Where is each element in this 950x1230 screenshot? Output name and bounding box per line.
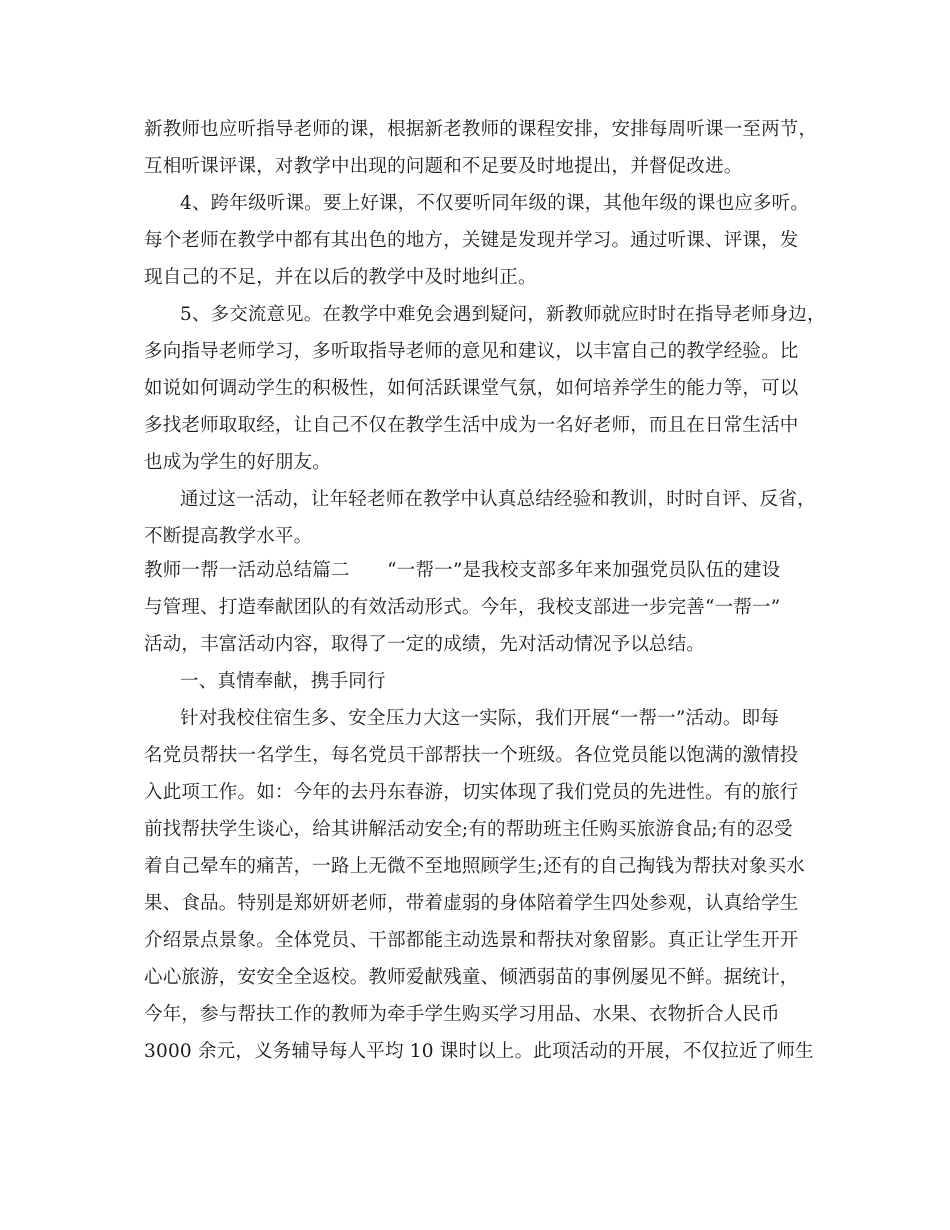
text-line: 名党员帮扶一名学生，每名党员干部帮扶一个班级。各位党员能以饱满的激情投 [144, 745, 799, 766]
text-line: 心心旅游，安安全全返校。教师爱献残童、倾洒弱苗的事例屡见不鲜。据统计， [144, 967, 799, 988]
text-line: 前找帮扶学生谈心，给其讲解活动安全;有的帮助班主任购买旅游食品;有的忍受 [144, 819, 793, 840]
text-line: 针对我校住宿生多、安全压力大这一实际，我们开展“一帮一”活动。即每 [180, 708, 780, 729]
subheading-line: 一、真情奉献，携手同行 [180, 671, 386, 692]
text-line: 如说如何调动学生的积极性，如何活跃课堂气氛，如何培养学生的能力等，可以 [144, 378, 799, 399]
section-heading-line: 教师一帮一活动总结篇二 “一帮一”是我校支部多年来加强党员队伍的建设 [144, 560, 781, 581]
text-line: 5、多交流意见。在教学中难免会遇到疑问，新教师就应时时在指导老师身边， [180, 304, 826, 325]
text-line: 现自己的不足，并在以后的教学中及时地纠正。 [144, 267, 537, 288]
text-line: 果、食品。特别是郑妍妍老师，带着虚弱的身体陪着学生四处参观，认真给学生 [144, 893, 799, 914]
text-line: 新教师也应听指导老师的课，根据新老教师的课程安排，安排每周听课一至两节， [144, 119, 818, 140]
text-line: 每个老师在教学中都有其出色的地方，关键是发现并学习。通过听课、评课，发 [144, 230, 799, 251]
text-line: 今年，参与帮扶工作的教师为牵手学生购买学习用品、水果、衣物折合人民币 [144, 1004, 780, 1025]
text-line: 与管理、打造奉献团队的有效活动形式。今年，我校支部进一步完善“一帮一” [144, 597, 781, 618]
text-line: 也成为学生的好朋友。 [144, 452, 332, 473]
text-line: 着自己晕车的痛苦，一路上无微不至地照顾学生;还有的自己掏钱为帮扶对象买水 [144, 856, 805, 877]
text-line: 多找老师取取经，让自己不仅在教学生活中成为一名好老师，而且在日常生活中 [144, 415, 799, 436]
text-line: 3000 余元，义务辅导每人平均 10 课时以上。此项活动的开展，不仅拉近了师生 [144, 1041, 814, 1062]
text-line: 活动，丰富活动内容，取得了一定的成绩，先对活动情况予以总结。 [144, 634, 706, 655]
text-line: 多向指导老师学习，多听取指导老师的意见和建议，以丰富自己的教学经验。比 [144, 341, 799, 362]
text-line: 通过这一活动，让年轻老师在教学中认真总结经验和教训，时时自评、反省， [180, 489, 816, 510]
text-line: 4、跨年级听课。要上好课，不仅要听同年级的课，其他年级的课也应多听。 [180, 193, 810, 214]
text-line: 介绍景点景象。全体党员、干部都能主动选景和帮扶对象留影。真正让学生开开 [144, 930, 799, 951]
text-line: 互相听课评课，对教学中出现的问题和不足要及时地提出，并督促改进。 [144, 156, 743, 177]
text-line: 不断提高教学水平。 [144, 526, 313, 547]
text-line: 入此项工作。如：今年的去丹东春游，切实体现了我们党员的先进性。有的旅行 [144, 782, 799, 803]
